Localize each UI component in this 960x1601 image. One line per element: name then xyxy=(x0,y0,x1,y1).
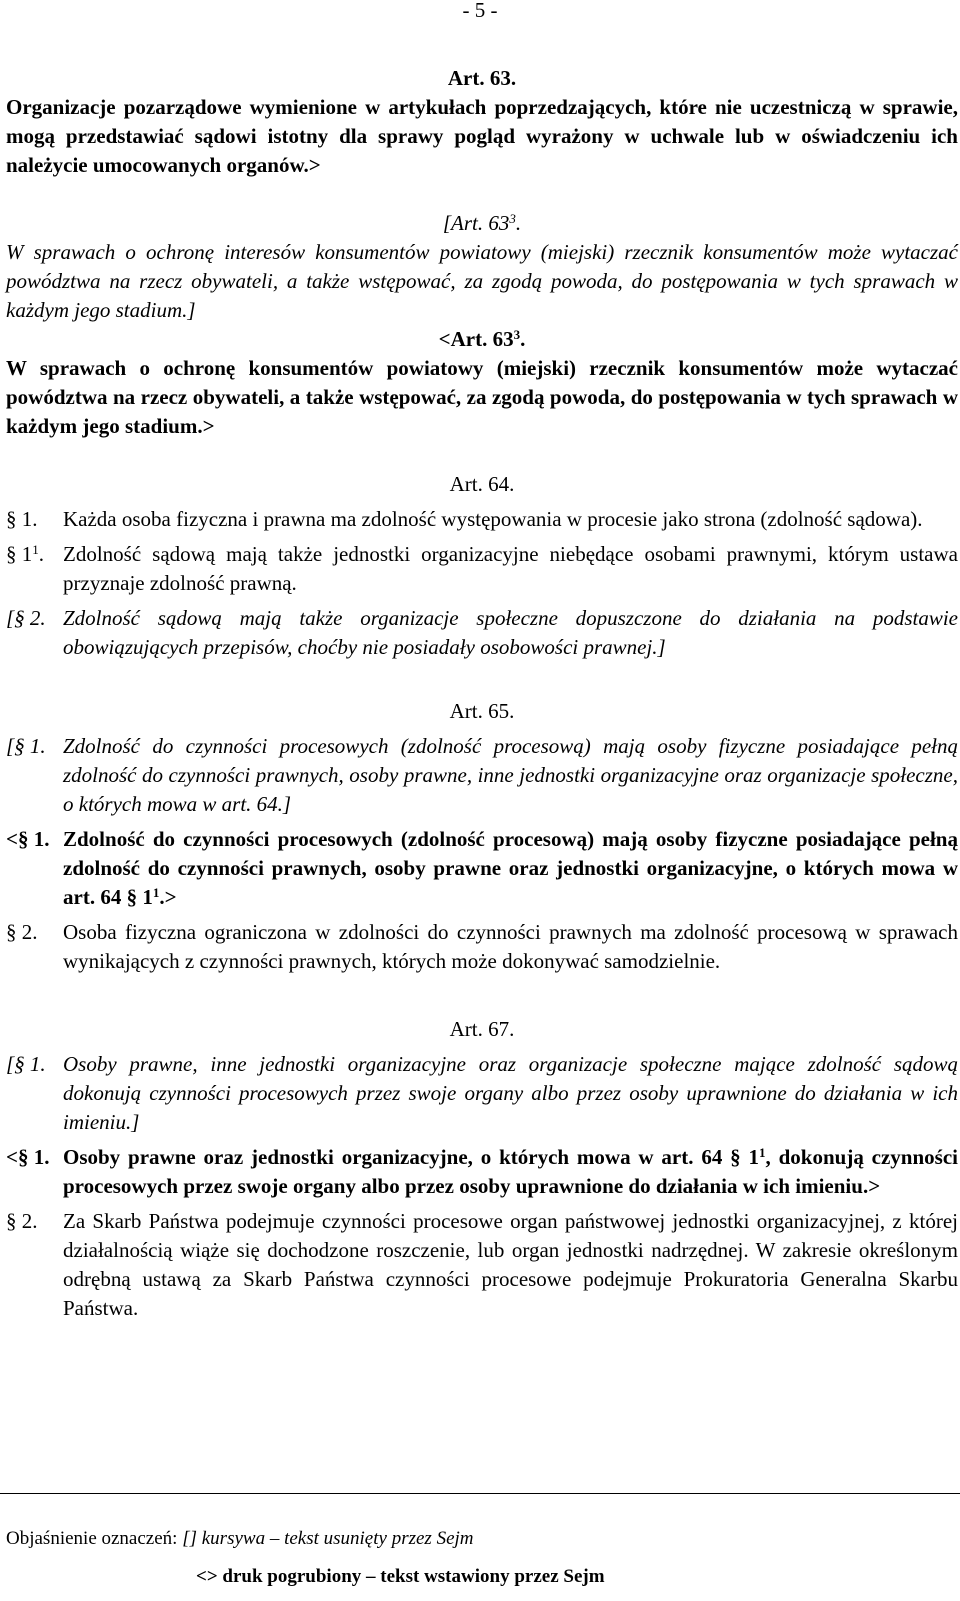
paragraph-marker: § $1^1$. xyxy=(6,542,44,566)
art-67-par-2 xyxy=(6,1207,958,1323)
document-body xyxy=(6,64,958,1323)
art-63-text: Organizacje pozarządowe wymienione w artykułach poprzedzających, które nie uczestniczą w sprawie, mogą przedstawiać sądowi istotny dla sprawy pogląd wyrażony w uchwale lub w oświadczeniu ich należycie umocowanych organów.> xyxy=(6,95,958,177)
superscript: 1 xyxy=(759,1145,766,1160)
art-63-3-deleted-title: [Art. $63^3$. xyxy=(442,211,522,235)
art-64-par-1 xyxy=(6,505,958,534)
superscript: 1 xyxy=(152,885,160,900)
paragraph-text: Zdolność do czynności procesowych (zdolność procesową) mają osoby fizyczne posiadające pełną zdolność do czynności prawnych, osoby prawne, inne jednostki organizacyjne oraz organizacje społeczne, o których mowa w art. 64.] xyxy=(63,734,958,816)
superscript: 3 xyxy=(509,211,516,226)
legend-inserted-text: <> druk pogrubiony – tekst wstawiony przez Sejm xyxy=(196,1566,605,1587)
art-64-par-1-1 xyxy=(6,540,958,598)
paragraph-text: Za Skarb Państwa podejmuje czynności procesowe organ państwowej jednostki organizacyjnej, z której działalnością wiąże się dochodzone roszczenie, lub organ jednostki nadrzędnej. W zakresie określonym odrębną ustawą za Skarb Państwa czynności procesowe podejmuje Prokuratoria Generalna Skarbu Państwa. xyxy=(63,1209,958,1320)
paragraph-text: Osoby prawne oraz jednostki organizacyjne, o których mowa w art. 64 § $1^1$, dokonują czynności procesowych przez swoje organy albo przez osoby uprawnione do działania w ich imieniu.> xyxy=(63,1145,958,1198)
legend-label: Objaśnienie oznaczeń: xyxy=(6,1528,178,1549)
art-67-title: Art. 67. xyxy=(449,1017,515,1041)
paragraph-text: Osoba fizyczna ograniczona w zdolności do czynności prawnych ma zdolność procesową w sprawach wynikających z czynności prawnych, których może dokonywać samodzielnie. xyxy=(63,920,958,973)
art-65-par-1-inserted xyxy=(6,825,958,912)
art-63-3-inserted-text: W sprawach o ochronę konsumentów powiatowy (miejski) rzecznik konsumentów może wytaczać powództwa na rzecz obywateli, a także wstępować, za zgodą powoda, do postępowania w tych sprawach w każdym jego stadium.> xyxy=(6,356,958,438)
art-65-par-1-deleted xyxy=(6,732,958,819)
paragraph-marker: <§ 1. xyxy=(6,827,50,851)
superscript: 3 xyxy=(513,327,521,342)
art-63-3-inserted xyxy=(6,325,958,441)
paragraph-marker: [§ 1. xyxy=(6,1052,46,1076)
art-64-title: Art. 64. xyxy=(449,472,515,496)
paragraph-marker: § 1. xyxy=(6,507,38,531)
art-64 xyxy=(6,470,958,662)
legend-line-deleted xyxy=(6,1527,958,1551)
footer-legend xyxy=(6,1527,958,1589)
art-63-3-inserted-title: <Art. $63^3$. xyxy=(438,327,526,351)
art-67-par-1-deleted xyxy=(6,1050,958,1137)
paragraph-marker: [§ 2. xyxy=(6,606,46,630)
art-65-par-2 xyxy=(6,918,958,976)
page-number: - 5 - xyxy=(462,0,498,22)
art-67 xyxy=(6,1015,958,1323)
footer-divider xyxy=(0,1493,960,1494)
paragraph-text: Zdolność do czynności procesowych (zdolność procesową) mają osoby fizyczne posiadające pełną zdolność do czynności prawnych, osoby prawne oraz jednostki organizacyjne, o których mowa w art. 64 § $1^1.>$ xyxy=(63,827,958,909)
art-63 xyxy=(6,64,958,180)
art-63-title: Art. 63. xyxy=(447,66,517,90)
legend-deleted-text: [] kursywa – tekst usunięty przez Sejm xyxy=(182,1528,474,1549)
paragraph-marker: § 2. xyxy=(6,920,38,944)
paragraph-marker: § 2. xyxy=(6,1209,38,1233)
paragraph-marker: [§ 1. xyxy=(6,734,46,758)
art-65-title: Art. 65. xyxy=(449,699,515,723)
paragraph-marker: <§ 1. xyxy=(6,1145,50,1169)
art-65 xyxy=(6,697,958,976)
art-67-par-1-inserted xyxy=(6,1143,958,1201)
paragraph-text: Zdolność sądową mają także jednostki organizacyjne niebędące osobami prawnymi, którym ustawa przyznaje zdolność prawną. xyxy=(63,542,958,595)
art-64-par-2-deleted xyxy=(6,604,958,662)
paragraph-text: Każda osoba fizyczna i prawna ma zdolność występowania w procesie jako strona (zdolność sądowa). xyxy=(63,507,923,531)
paragraph-text: Zdolność sądową mają także organizacje społeczne dopuszczone do działania na podstawie obowiązujących przepisów, choćby nie posiadały osobowości prawnej.] xyxy=(63,606,958,659)
paragraph-text: Osoby prawne, inne jednostki organizacyjne oraz organizacje społeczne mające zdolność sądową dokonują czynności procesowych przez swoje organy albo przez osoby uprawnione do działania w ich imieniu.] xyxy=(63,1052,958,1134)
superscript: 1 xyxy=(32,542,39,557)
art-63-3-deleted xyxy=(6,209,958,325)
art-63-3-deleted-text: W sprawach o ochronę interesów konsumentów powiatowy (miejski) rzecznik konsumentów może wytaczać powództwa na rzecz obywateli, a także wstępować, za zgodą powoda, do postępowania w tych sprawach w każdym jego stadium.] xyxy=(6,240,958,322)
